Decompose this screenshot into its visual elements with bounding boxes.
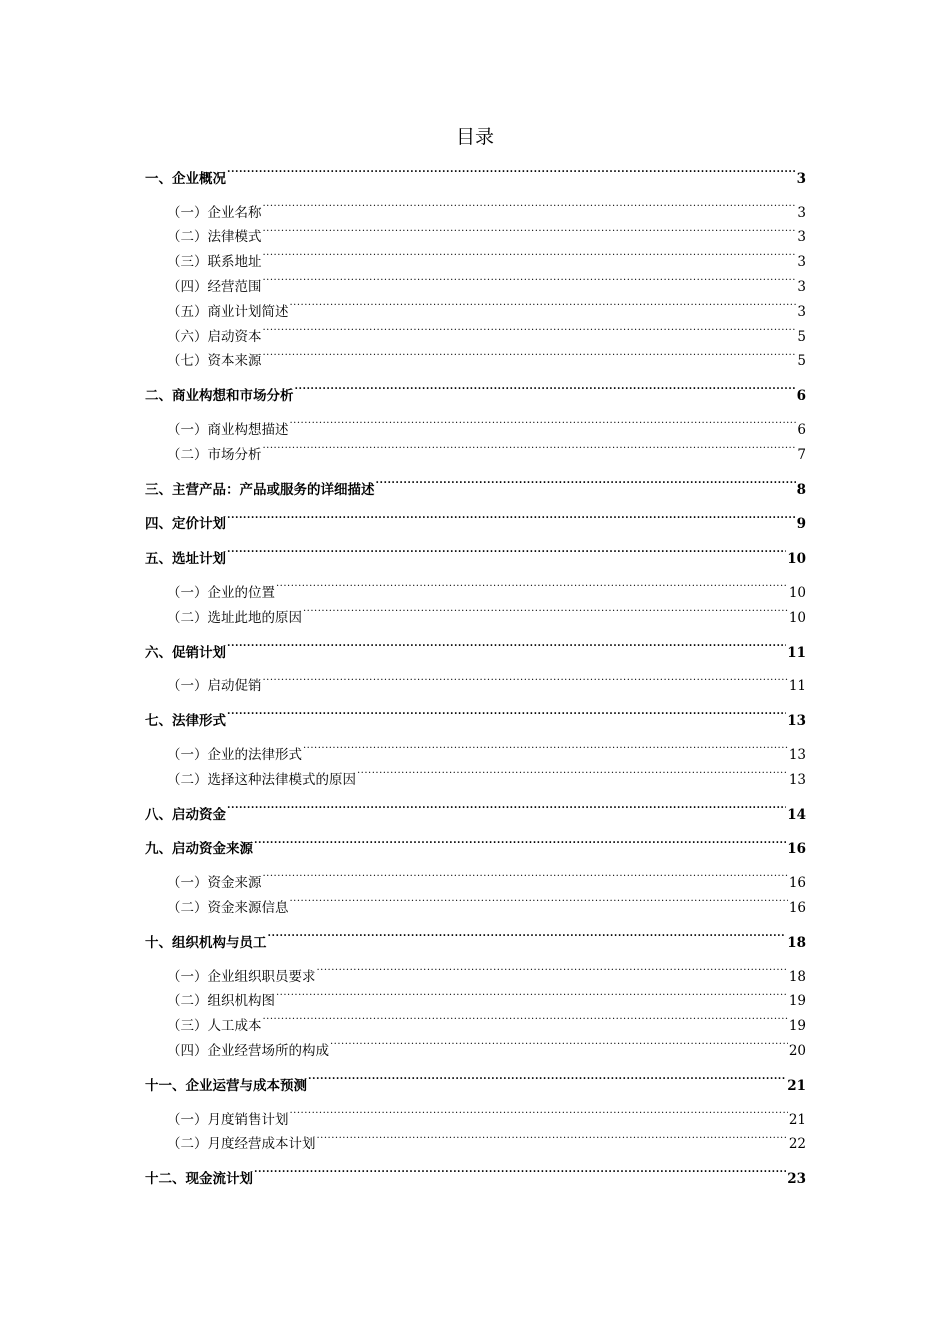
toc-entry-text: （二）选址此地的原因 <box>167 609 302 626</box>
toc-dot-leader <box>290 887 788 912</box>
toc-page-number: 18 <box>788 968 806 985</box>
toc-page-number: 5 <box>797 353 806 370</box>
toc-dot-leader <box>263 434 797 459</box>
toc-dot-leader <box>276 572 788 597</box>
toc-entry-chapter[interactable] <box>145 469 806 498</box>
toc-page-number: 20 <box>788 1042 806 1059</box>
toc-entry-section[interactable] <box>145 409 806 438</box>
toc-dot-leader <box>227 504 796 529</box>
toc-entry-section[interactable] <box>145 192 806 221</box>
toc-page-number: 10 <box>788 584 806 601</box>
toc-page-number: 16 <box>787 841 806 858</box>
toc-entry-chapter[interactable] <box>145 632 806 661</box>
toc-dot-leader <box>290 291 797 316</box>
toc-title: 目录 <box>455 126 494 148</box>
toc-dot-leader <box>268 922 787 947</box>
toc-entry-text: （一）企业的法律形式 <box>167 746 302 763</box>
toc-entry-section[interactable] <box>145 862 806 892</box>
toc-dot-leader <box>227 632 786 657</box>
toc-page-number: 21 <box>787 1077 806 1094</box>
toc-page-number: 19 <box>788 993 806 1010</box>
toc-entry-text: 九、启动资金来源 <box>145 841 253 858</box>
toc-page-number: 13 <box>788 771 806 788</box>
toc-entry-text: 二、商业构想和市场分析 <box>145 388 294 405</box>
toc-page-number: 9 <box>796 516 806 533</box>
toc-page-number: 10 <box>787 551 806 568</box>
toc-page-number: 18 <box>787 934 806 951</box>
toc-page-number: 16 <box>788 875 806 892</box>
toc-entry-section[interactable] <box>145 1099 806 1128</box>
toc-entry-text: （一）资金来源 <box>167 875 262 892</box>
toc-page-number: 3 <box>796 170 806 187</box>
toc-dot-leader <box>263 241 797 266</box>
toc-dot-leader <box>227 794 786 819</box>
toc-page-number: 21 <box>788 1111 806 1128</box>
toc-page-number: 6 <box>796 388 806 405</box>
toc-dot-leader <box>254 829 786 854</box>
toc-entry-section[interactable] <box>145 734 806 763</box>
toc-entry-text: 四、定价计划 <box>145 516 226 533</box>
toc-entry-text: 一、企业概况 <box>145 170 226 187</box>
toc-entry-text: 五、选址计划 <box>145 551 226 568</box>
toc-page-number: 3 <box>797 204 806 221</box>
toc-entry-text: 十一、企业运营与成本预测 <box>145 1077 307 1094</box>
toc-dot-leader <box>290 1099 788 1124</box>
toc-entry-text: 六、促销计划 <box>145 644 226 661</box>
toc-entry-text: （三）联系地址 <box>167 254 262 271</box>
toc-entry-text: （一）企业的位置 <box>167 584 275 601</box>
toc-page-number: 14 <box>787 806 806 823</box>
toc-page-number: 3 <box>797 278 806 295</box>
toc-page-number: 8 <box>796 481 806 498</box>
toc-page-number: 10 <box>788 609 806 626</box>
toc-dot-leader <box>290 409 797 434</box>
toc-page-number: 11 <box>787 644 806 661</box>
toc-entry-text: （二）组织机构图 <box>167 993 275 1010</box>
toc-entry-text: 十、组织机构与员工 <box>145 934 267 951</box>
toc-entry-text: （三）人工成本 <box>167 1018 262 1035</box>
toc-dot-leader <box>263 217 797 242</box>
toc-dot-leader <box>317 1124 788 1149</box>
toc-entry-text: （一）启动促销 <box>167 678 262 695</box>
toc-entry-text: （四）企业经营场所的构成 <box>167 1042 329 1059</box>
table-of-contents <box>145 158 806 1188</box>
toc-entry-text: （二）法律模式 <box>167 229 262 246</box>
toc-page-number: 19 <box>788 1018 806 1035</box>
toc-entry-text: （二）选择这种法律模式的原因 <box>167 771 356 788</box>
toc-dot-leader <box>303 597 788 622</box>
toc-entry-chapter[interactable] <box>145 1158 806 1188</box>
toc-page-number: 5 <box>797 328 806 345</box>
toc-dot-leader <box>227 158 796 183</box>
toc-dot-leader <box>308 1065 786 1090</box>
toc-page-number: 3 <box>797 229 806 246</box>
toc-entry-chapter[interactable] <box>145 158 806 187</box>
toc-dot-leader <box>330 1030 788 1055</box>
toc-dot-leader <box>263 192 797 217</box>
toc-dot-leader <box>263 1005 788 1030</box>
toc-page-number: 13 <box>788 746 806 763</box>
toc-entry-text: （一）企业组织职员要求 <box>167 968 316 985</box>
toc-entry-section[interactable] <box>145 666 806 695</box>
toc-entry-text: 三、主营产品：产品或服务的详细描述 <box>145 481 375 498</box>
toc-page-number: 6 <box>797 421 806 438</box>
toc-page-number: 11 <box>788 678 806 695</box>
toc-entry-chapter[interactable] <box>145 375 806 405</box>
toc-dot-leader <box>263 341 797 366</box>
toc-entry-text: （六）启动资本 <box>167 328 262 345</box>
toc-dot-leader <box>303 734 788 759</box>
toc-dot-leader <box>263 316 797 341</box>
toc-dot-leader <box>263 666 788 691</box>
toc-entry-text: （二）资金来源信息 <box>167 899 289 916</box>
toc-entry-section[interactable] <box>145 956 806 985</box>
toc-dot-leader <box>276 981 788 1006</box>
toc-dot-leader <box>357 759 788 784</box>
toc-page-number: 3 <box>797 254 806 271</box>
toc-page-number: 22 <box>788 1136 806 1153</box>
toc-page-number: 3 <box>797 303 806 320</box>
toc-page-number: 23 <box>787 1171 806 1188</box>
toc-dot-leader <box>376 469 796 494</box>
toc-entry-text: （一）企业名称 <box>167 204 262 221</box>
toc-dot-leader <box>254 1158 786 1183</box>
toc-page-number: 13 <box>787 713 806 730</box>
toc-dot-leader <box>317 956 788 981</box>
toc-dot-leader <box>263 266 797 291</box>
toc-dot-leader <box>227 700 786 725</box>
toc-entry-text: （四）经营范围 <box>167 278 262 295</box>
toc-entry-text: （二）市场分析 <box>167 446 262 463</box>
toc-entry-text: 十二、现金流计划 <box>145 1171 253 1188</box>
toc-entry-text: （一）月度销售计划 <box>167 1111 289 1128</box>
toc-entry-chapter[interactable] <box>145 922 806 951</box>
toc-entry-chapter[interactable] <box>145 504 806 533</box>
toc-entry-section[interactable] <box>145 572 806 601</box>
toc-entry-chapter[interactable] <box>145 829 806 858</box>
toc-entry-text: （七）资本来源 <box>167 353 262 370</box>
toc-entry-text: （一）商业构想描述 <box>167 421 289 438</box>
toc-entry-text: 七、法律形式 <box>145 713 226 730</box>
toc-entry-chapter[interactable] <box>145 538 806 568</box>
toc-entry-chapter[interactable] <box>145 700 806 730</box>
toc-dot-leader <box>263 862 788 887</box>
toc-entry-text: （五）商业计划简述 <box>167 303 289 320</box>
toc-entry-text: 八、启动资金 <box>145 806 226 823</box>
toc-dot-leader <box>295 375 796 400</box>
toc-entry-chapter[interactable] <box>145 1065 806 1094</box>
toc-entry-text: （二）月度经营成本计划 <box>167 1136 316 1153</box>
toc-page-number: 7 <box>797 446 806 463</box>
toc-dot-leader <box>227 538 786 563</box>
toc-entry-chapter[interactable] <box>145 794 806 823</box>
toc-page-number: 16 <box>788 899 806 916</box>
